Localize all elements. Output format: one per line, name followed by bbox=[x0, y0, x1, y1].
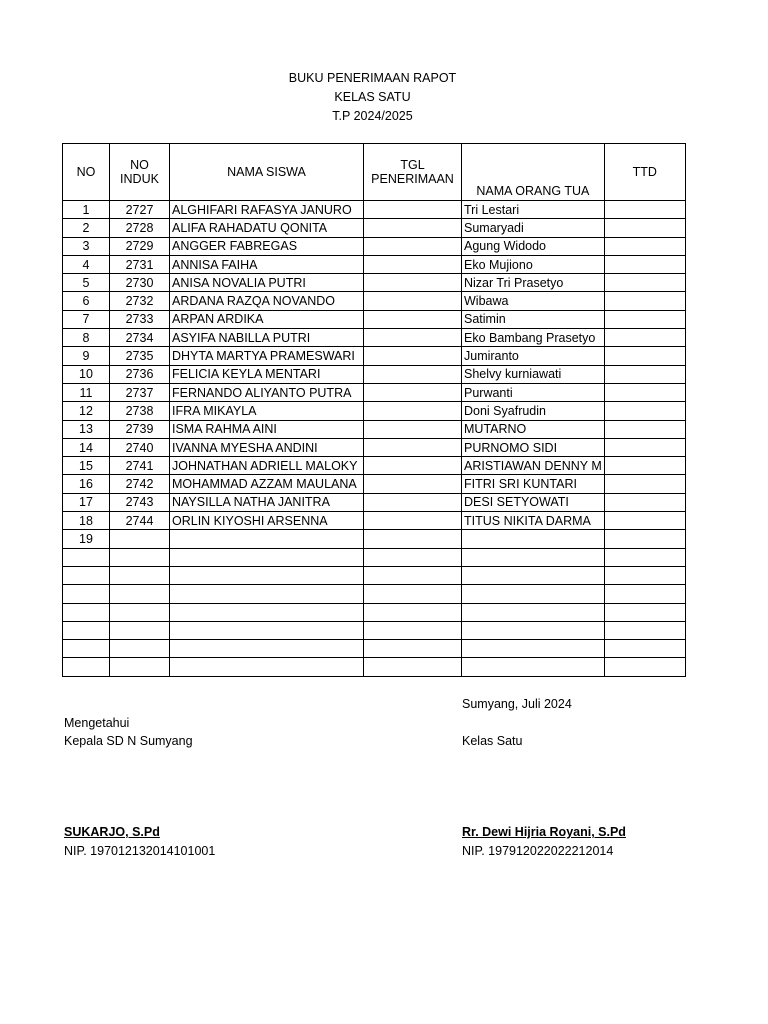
cell-tgl-penerimaan bbox=[364, 365, 462, 383]
cell-no bbox=[63, 566, 110, 584]
cell-no bbox=[63, 658, 110, 676]
cell-no-induk bbox=[110, 640, 170, 658]
cell-ttd bbox=[604, 493, 685, 511]
cell-ttd bbox=[604, 292, 685, 310]
cell-ttd bbox=[604, 402, 685, 420]
cell-no bbox=[63, 548, 110, 566]
cell-nama-orang-tua: Jumiranto bbox=[462, 347, 605, 365]
cell-ttd bbox=[604, 548, 685, 566]
cell-tgl-penerimaan bbox=[364, 548, 462, 566]
cell-no: 12 bbox=[63, 402, 110, 420]
cell-no-induk: 2731 bbox=[110, 255, 170, 273]
cell-ttd bbox=[604, 201, 685, 219]
cell-ttd bbox=[604, 347, 685, 365]
table-row bbox=[63, 566, 686, 584]
cell-no: 15 bbox=[63, 457, 110, 475]
cell-nama-siswa bbox=[170, 548, 364, 566]
principal-name: SUKARJO, S.Pd bbox=[64, 825, 160, 839]
cell-tgl-penerimaan bbox=[364, 329, 462, 347]
cell-nama-siswa bbox=[170, 585, 364, 603]
cell-nama-orang-tua bbox=[462, 530, 605, 548]
school-year: T.P 2024/2025 bbox=[332, 109, 413, 123]
cell-nama-siswa: ARPAN ARDIKA bbox=[170, 310, 364, 328]
col-header-no-induk-line2: INDUK bbox=[120, 172, 159, 186]
cell-no bbox=[63, 585, 110, 603]
cell-tgl-penerimaan bbox=[364, 658, 462, 676]
cell-ttd bbox=[604, 621, 685, 639]
cell-ttd bbox=[604, 640, 685, 658]
cell-tgl-penerimaan bbox=[364, 347, 462, 365]
cell-nama-orang-tua bbox=[462, 548, 605, 566]
cell-nama-siswa bbox=[170, 603, 364, 621]
cell-no-induk: 2744 bbox=[110, 512, 170, 530]
table-row bbox=[63, 383, 686, 401]
cell-nama-orang-tua: Wibawa bbox=[462, 292, 605, 310]
table-row bbox=[63, 347, 686, 365]
cell-no-induk bbox=[110, 603, 170, 621]
cell-nama-siswa: FELICIA KEYLA MENTARI bbox=[170, 365, 364, 383]
cell-tgl-penerimaan bbox=[364, 310, 462, 328]
table-row bbox=[63, 585, 686, 603]
cell-no-induk: 2730 bbox=[110, 274, 170, 292]
cell-nama-siswa: FERNANDO ALIYANTO PUTRA bbox=[170, 383, 364, 401]
cell-tgl-penerimaan bbox=[364, 566, 462, 584]
cell-no: 7 bbox=[63, 310, 110, 328]
cell-ttd bbox=[604, 365, 685, 383]
cell-no: 2 bbox=[63, 219, 110, 237]
cell-ttd bbox=[604, 566, 685, 584]
cell-no-induk: 2732 bbox=[110, 292, 170, 310]
col-header-tgl-line1: TGL bbox=[400, 158, 425, 172]
cell-nama-siswa: ANGGER FABREGAS bbox=[170, 237, 364, 255]
cell-tgl-penerimaan bbox=[364, 530, 462, 548]
table-body bbox=[63, 201, 686, 677]
cell-ttd bbox=[604, 658, 685, 676]
cell-no-induk bbox=[110, 566, 170, 584]
cell-nama-orang-tua: Agung Widodo bbox=[462, 237, 605, 255]
cell-tgl-penerimaan bbox=[364, 274, 462, 292]
cell-no-induk: 2742 bbox=[110, 475, 170, 493]
cell-no-induk: 2740 bbox=[110, 438, 170, 456]
cell-tgl-penerimaan bbox=[364, 237, 462, 255]
table-row bbox=[63, 512, 686, 530]
cell-nama-siswa bbox=[170, 530, 364, 548]
cell-ttd bbox=[604, 530, 685, 548]
cell-no-induk: 2728 bbox=[110, 219, 170, 237]
cell-no-induk: 2737 bbox=[110, 383, 170, 401]
cell-no: 14 bbox=[63, 438, 110, 456]
cell-nama-orang-tua: Purwanti bbox=[462, 383, 605, 401]
cell-nama-orang-tua bbox=[462, 621, 605, 639]
cell-tgl-penerimaan bbox=[364, 585, 462, 603]
document-title: BUKU PENERIMAAN RAPOT bbox=[288, 71, 457, 85]
cell-ttd bbox=[604, 274, 685, 292]
cell-no: 11 bbox=[63, 383, 110, 401]
cell-no-induk bbox=[110, 621, 170, 639]
cell-nama-orang-tua: TITUS NIKITA DARMA bbox=[462, 512, 605, 530]
cell-tgl-penerimaan bbox=[364, 402, 462, 420]
cell-no-induk: 2741 bbox=[110, 457, 170, 475]
report-receipt-table bbox=[62, 143, 686, 677]
cell-nama-orang-tua: DESI SETYOWATI bbox=[462, 493, 605, 511]
table-row bbox=[63, 475, 686, 493]
table-row bbox=[63, 365, 686, 383]
cell-tgl-penerimaan bbox=[364, 457, 462, 475]
cell-no: 6 bbox=[63, 292, 110, 310]
cell-tgl-penerimaan bbox=[364, 621, 462, 639]
teacher-name: Rr. Dewi Hijria Royani, S.Pd bbox=[462, 825, 626, 839]
cell-nama-orang-tua bbox=[462, 640, 605, 658]
acknowledged-label: Mengetahui bbox=[64, 716, 130, 730]
table-row bbox=[63, 493, 686, 511]
cell-nama-siswa: ISMA RAHMA AINI bbox=[170, 420, 364, 438]
cell-ttd bbox=[604, 310, 685, 328]
col-header-nama-siswa: NAMA SISWA bbox=[170, 144, 364, 201]
cell-no-induk: 2727 bbox=[110, 201, 170, 219]
table-row bbox=[63, 292, 686, 310]
col-header-nama-orang-tua: NAMA ORANG TUA bbox=[462, 144, 605, 201]
cell-nama-orang-tua: PURNOMO SIDI bbox=[462, 438, 605, 456]
teacher-class-label: Kelas Satu bbox=[462, 734, 523, 748]
cell-tgl-penerimaan bbox=[364, 512, 462, 530]
cell-no: 8 bbox=[63, 329, 110, 347]
cell-tgl-penerimaan bbox=[364, 420, 462, 438]
cell-no: 18 bbox=[63, 512, 110, 530]
cell-tgl-penerimaan bbox=[364, 493, 462, 511]
cell-nama-siswa bbox=[170, 621, 364, 639]
cell-nama-orang-tua: Shelvy kurniawati bbox=[462, 365, 605, 383]
col-header-ttd: TTD bbox=[604, 144, 685, 201]
cell-ttd bbox=[604, 219, 685, 237]
table-row bbox=[63, 237, 686, 255]
cell-nama-orang-tua bbox=[462, 658, 605, 676]
cell-ttd bbox=[604, 512, 685, 530]
cell-no: 4 bbox=[63, 255, 110, 273]
cell-nama-siswa: ASYIFA NABILLA PUTRI bbox=[170, 329, 364, 347]
class-subtitle: KELAS SATU bbox=[334, 90, 411, 104]
cell-tgl-penerimaan bbox=[364, 438, 462, 456]
cell-tgl-penerimaan bbox=[364, 219, 462, 237]
cell-no: 5 bbox=[63, 274, 110, 292]
cell-nama-siswa: IVANNA MYESHA ANDINI bbox=[170, 438, 364, 456]
col-header-no: NO bbox=[63, 144, 110, 201]
cell-nama-orang-tua: Satimin bbox=[462, 310, 605, 328]
cell-no: 17 bbox=[63, 493, 110, 511]
table-header-row bbox=[63, 144, 686, 201]
cell-nama-siswa bbox=[170, 640, 364, 658]
cell-no bbox=[63, 603, 110, 621]
table-row bbox=[63, 310, 686, 328]
cell-no: 10 bbox=[63, 365, 110, 383]
table-row bbox=[63, 548, 686, 566]
cell-no: 1 bbox=[63, 201, 110, 219]
cell-nama-orang-tua: Sumaryadi bbox=[462, 219, 605, 237]
cell-no: 3 bbox=[63, 237, 110, 255]
cell-nama-orang-tua bbox=[462, 585, 605, 603]
cell-nama-orang-tua: Eko Mujiono bbox=[462, 255, 605, 273]
cell-nama-orang-tua: FITRI SRI KUNTARI bbox=[462, 475, 605, 493]
cell-nama-siswa bbox=[170, 658, 364, 676]
cell-no-induk: 2734 bbox=[110, 329, 170, 347]
table-row bbox=[63, 255, 686, 273]
table-row bbox=[63, 640, 686, 658]
place-date: Sumyang, Juli 2024 bbox=[462, 697, 572, 711]
cell-no-induk: 2735 bbox=[110, 347, 170, 365]
cell-ttd bbox=[604, 603, 685, 621]
cell-tgl-penerimaan bbox=[364, 292, 462, 310]
table-row bbox=[63, 329, 686, 347]
cell-nama-orang-tua: ARISTIAWAN DENNY M bbox=[462, 457, 605, 475]
cell-nama-siswa: ALIFA RAHADATU QONITA bbox=[170, 219, 364, 237]
cell-no-induk bbox=[110, 530, 170, 548]
table-row bbox=[63, 530, 686, 548]
table-row bbox=[63, 621, 686, 639]
table-row bbox=[63, 457, 686, 475]
cell-no: 13 bbox=[63, 420, 110, 438]
cell-ttd bbox=[604, 255, 685, 273]
table-row bbox=[63, 274, 686, 292]
teacher-nip: NIP. 197912022022212014 bbox=[462, 844, 614, 858]
cell-tgl-penerimaan bbox=[364, 201, 462, 219]
table-row bbox=[63, 603, 686, 621]
cell-nama-orang-tua bbox=[462, 603, 605, 621]
cell-tgl-penerimaan bbox=[364, 475, 462, 493]
cell-no-induk: 2729 bbox=[110, 237, 170, 255]
cell-tgl-penerimaan bbox=[364, 640, 462, 658]
cell-ttd bbox=[604, 383, 685, 401]
table-row bbox=[63, 219, 686, 237]
cell-no-induk: 2743 bbox=[110, 493, 170, 511]
col-header-tgl-line2: PENERIMAAN bbox=[371, 172, 454, 186]
cell-ttd bbox=[604, 329, 685, 347]
cell-nama-orang-tua: Doni Syafrudin bbox=[462, 402, 605, 420]
cell-no: 16 bbox=[63, 475, 110, 493]
cell-no bbox=[63, 621, 110, 639]
cell-tgl-penerimaan bbox=[364, 255, 462, 273]
cell-nama-siswa: MOHAMMAD AZZAM MAULANA bbox=[170, 475, 364, 493]
cell-tgl-penerimaan bbox=[364, 383, 462, 401]
cell-no-induk bbox=[110, 658, 170, 676]
cell-no-induk: 2736 bbox=[110, 365, 170, 383]
cell-tgl-penerimaan bbox=[364, 603, 462, 621]
table-row bbox=[63, 201, 686, 219]
cell-nama-siswa: ANISA NOVALIA PUTRI bbox=[170, 274, 364, 292]
col-header-no-induk bbox=[110, 144, 170, 201]
cell-no: 19 bbox=[63, 530, 110, 548]
cell-ttd bbox=[604, 420, 685, 438]
cell-ttd bbox=[604, 438, 685, 456]
principal-title: Kepala SD N Sumyang bbox=[64, 734, 193, 748]
table-row bbox=[63, 438, 686, 456]
table-row bbox=[63, 658, 686, 676]
col-header-no-induk-line1: NO bbox=[130, 158, 149, 172]
table-row bbox=[63, 420, 686, 438]
cell-nama-siswa: ORLIN KIYOSHI ARSENNA bbox=[170, 512, 364, 530]
cell-no-induk: 2739 bbox=[110, 420, 170, 438]
cell-no-induk bbox=[110, 548, 170, 566]
cell-ttd bbox=[604, 457, 685, 475]
cell-no: 9 bbox=[63, 347, 110, 365]
cell-nama-orang-tua: Eko Bambang Prasetyo bbox=[462, 329, 605, 347]
cell-ttd bbox=[604, 585, 685, 603]
cell-nama-siswa bbox=[170, 566, 364, 584]
cell-nama-siswa: DHYTA MARTYA PRAMESWARI bbox=[170, 347, 364, 365]
cell-nama-siswa: ANNISA FAIHA bbox=[170, 255, 364, 273]
cell-ttd bbox=[604, 475, 685, 493]
cell-no-induk bbox=[110, 585, 170, 603]
cell-nama-siswa: ARDANA RAZQA NOVANDO bbox=[170, 292, 364, 310]
col-header-tgl-penerimaan bbox=[364, 144, 462, 201]
cell-nama-siswa: NAYSILLA NATHA JANITRA bbox=[170, 493, 364, 511]
cell-no-induk: 2738 bbox=[110, 402, 170, 420]
cell-nama-siswa: IFRA MIKAYLA bbox=[170, 402, 364, 420]
cell-nama-siswa: ALGHIFARI RAFASYA JANURO bbox=[170, 201, 364, 219]
cell-nama-orang-tua: MUTARNO bbox=[462, 420, 605, 438]
table-row bbox=[63, 402, 686, 420]
cell-nama-orang-tua: Nizar Tri Prasetyo bbox=[462, 274, 605, 292]
cell-nama-orang-tua bbox=[462, 566, 605, 584]
cell-ttd bbox=[604, 237, 685, 255]
cell-nama-siswa: JOHNATHAN ADRIELL MALOKY bbox=[170, 457, 364, 475]
cell-nama-orang-tua: Tri Lestari bbox=[462, 201, 605, 219]
cell-no bbox=[63, 640, 110, 658]
cell-no-induk: 2733 bbox=[110, 310, 170, 328]
principal-nip: NIP. 197012132014101001 bbox=[64, 844, 216, 858]
